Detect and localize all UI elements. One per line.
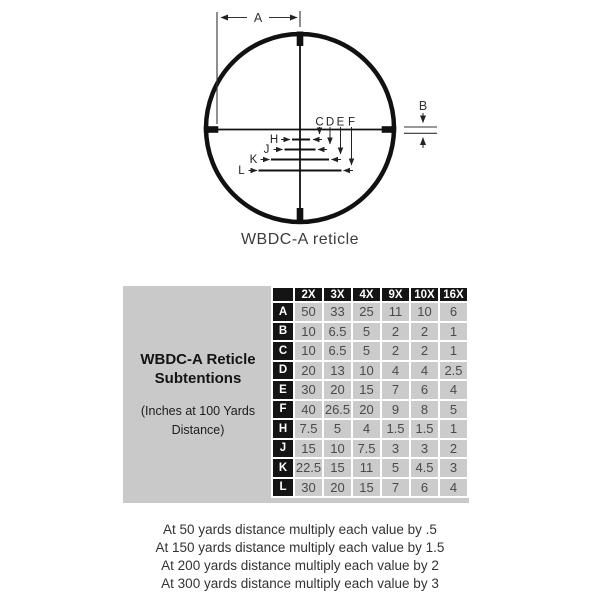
column-header: 10X <box>411 288 438 301</box>
table-cell: 10 <box>411 303 438 321</box>
row-label: B <box>273 323 293 341</box>
table-cell: 5 <box>353 323 380 341</box>
table-cell: 1.5 <box>411 420 438 438</box>
row-label: C <box>273 342 293 360</box>
post-left <box>204 126 219 133</box>
table-cell: 2 <box>440 440 467 458</box>
footer-note: At 300 yards distance multiply each value by 3 <box>161 576 439 591</box>
table-cell: 8 <box>411 401 438 419</box>
table-cell: 2 <box>411 323 438 341</box>
post-bottom <box>297 208 304 223</box>
table-cell: 4 <box>440 479 467 497</box>
table-cell: 4 <box>440 381 467 399</box>
table-row <box>273 303 467 321</box>
column-header: 3X <box>324 288 351 301</box>
table-cell: 20 <box>324 479 351 497</box>
ref-k-label: K <box>249 154 258 166</box>
table-cell: 20 <box>295 362 322 380</box>
table-cell: 15 <box>295 440 322 458</box>
table-header-row <box>273 288 467 301</box>
ref-l-label: L <box>238 165 245 177</box>
table-cell: 10 <box>324 440 351 458</box>
table-cell: 1 <box>440 323 467 341</box>
table-cell: 30 <box>295 381 322 399</box>
ref-d-label: D <box>325 116 335 129</box>
table-cell: 3 <box>382 440 409 458</box>
table-cell: 11 <box>353 459 380 477</box>
table-cell: 6.5 <box>324 323 351 341</box>
table-cell: 5 <box>353 342 380 360</box>
column-header: 9X <box>382 288 409 301</box>
table-cell: 40 <box>295 401 322 419</box>
table-cell: 4 <box>353 420 380 438</box>
table-cell: 26.5 <box>324 401 351 417</box>
table-cell: 2 <box>411 342 438 360</box>
footer-note: At 200 yards distance multiply each value by 2 <box>161 558 439 573</box>
table-cell: 6 <box>411 381 438 399</box>
table-cell: 6 <box>440 303 467 321</box>
footer-notes <box>0 521 600 593</box>
leaders-cdef <box>313 127 353 171</box>
table-cell: 7.5 <box>295 420 322 438</box>
ref-h-label: H <box>269 134 279 146</box>
table-cell: 9 <box>382 401 409 419</box>
table-row <box>273 420 467 438</box>
column-header: 4X <box>353 288 380 301</box>
table-cell: 22.5 <box>295 460 322 476</box>
diagram-caption: WBDC-A reticle <box>240 231 360 248</box>
table-title-line2: Subtentions <box>154 369 242 387</box>
corner-cell <box>273 288 293 301</box>
table-cell: 1.5 <box>382 420 409 438</box>
footer-note: At 50 yards distance multiply each value by .5 <box>163 522 437 537</box>
table-cell: 20 <box>353 401 380 419</box>
table-cell: 33 <box>324 303 351 321</box>
table-subtitle-line1: (Inches at 100 Yards <box>140 403 256 418</box>
table-cell: 3 <box>411 440 438 458</box>
row-label: E <box>273 381 293 399</box>
table-cell: 2 <box>382 342 409 360</box>
table-subtitle-line2: Distance) <box>171 422 225 437</box>
row-label: A <box>273 303 293 321</box>
row-label: J <box>273 440 293 458</box>
table-cell: 30 <box>295 479 322 497</box>
table-cell: 13 <box>324 362 351 380</box>
table-cell: 4.5 <box>411 459 438 477</box>
table-row <box>273 479 467 497</box>
row-label: L <box>273 479 293 497</box>
table-cell: 6 <box>411 479 438 497</box>
post-top <box>297 32 304 47</box>
post-right <box>382 126 397 133</box>
table-cell: 5 <box>324 420 351 438</box>
ref-f-label: F <box>347 116 356 129</box>
table-row <box>273 381 467 399</box>
reticle-diagram <box>0 0 600 265</box>
row-label: F <box>273 401 293 419</box>
row-label: H <box>273 420 293 438</box>
table-row <box>273 342 467 360</box>
subtentions-table <box>271 286 469 498</box>
row-label: K <box>273 459 293 477</box>
table-cell: 15 <box>324 459 351 477</box>
table-cell: 10 <box>295 342 322 360</box>
column-header: 2X <box>295 288 322 301</box>
table-cell: 7 <box>382 479 409 497</box>
dimension-b <box>404 113 437 148</box>
dim-a-label: A <box>253 11 263 25</box>
ref-c-label: C <box>315 116 324 129</box>
table-row <box>273 323 467 341</box>
table-cell: 20 <box>324 381 351 399</box>
table-cell: 11 <box>382 303 409 321</box>
table-cell: 2 <box>382 323 409 341</box>
table-cell: 1 <box>440 342 467 360</box>
table-row <box>273 362 467 380</box>
table-cell: 10 <box>295 323 322 341</box>
table-cell: 50 <box>295 303 322 321</box>
table-cell: 3 <box>440 459 467 477</box>
table-cell: 10 <box>353 362 380 380</box>
table-cell: 2.5 <box>440 362 467 380</box>
footer-note: At 150 yards distance multiply each value by 1.5 <box>155 540 445 555</box>
ref-j-label: J <box>263 144 270 156</box>
table-cell: 5 <box>440 401 467 419</box>
table-cell: 7 <box>382 381 409 399</box>
table-row <box>273 401 467 419</box>
table-cell: 25 <box>353 303 380 321</box>
table-cell: 1 <box>440 420 467 438</box>
subtention-block <box>123 286 469 503</box>
dim-b-label: B <box>418 99 428 113</box>
table-title-panel <box>123 286 273 503</box>
column-header: 16X <box>440 288 467 301</box>
row-label: D <box>273 362 293 380</box>
table-cell: 7.5 <box>353 440 380 458</box>
table-cell: 6.5 <box>324 342 351 360</box>
table-cell: 4 <box>411 362 438 380</box>
table-row <box>273 440 467 458</box>
table-cell: 15 <box>353 479 380 497</box>
table-row <box>273 459 467 477</box>
table-cell: 5 <box>382 459 409 477</box>
table-cell: 4 <box>382 362 409 380</box>
table-title-line1: WBDC-A Reticle <box>140 350 256 368</box>
table-cell: 15 <box>353 381 380 399</box>
ref-e-label: E <box>336 116 345 129</box>
